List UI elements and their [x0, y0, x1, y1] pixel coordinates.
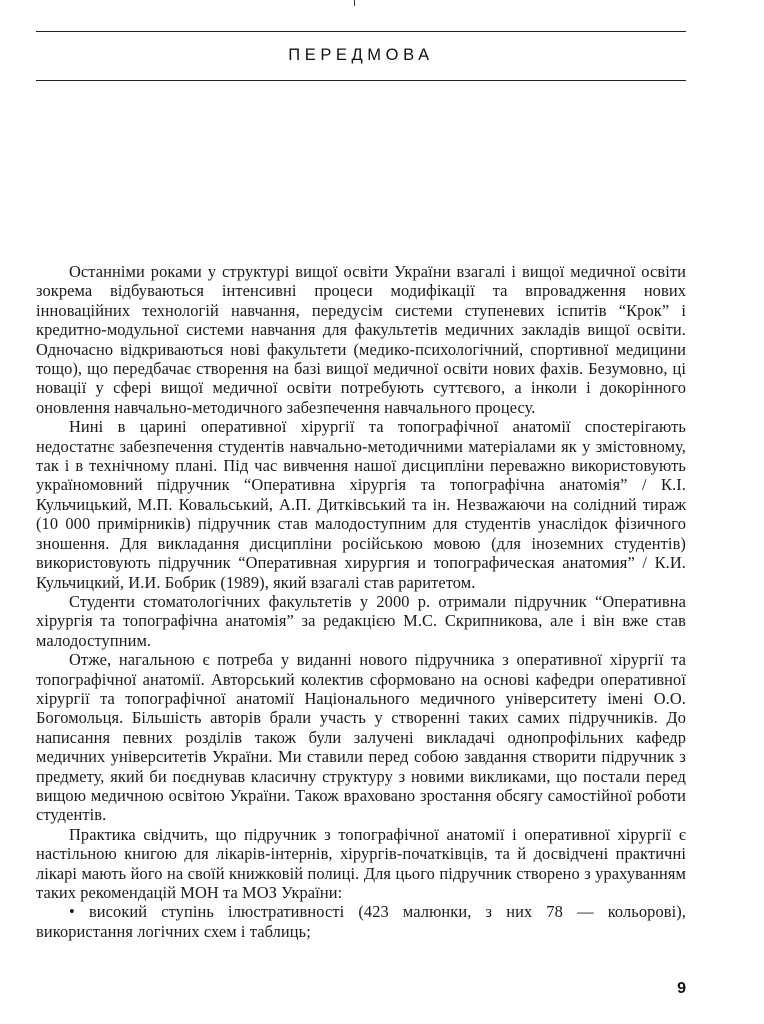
bullet-item-illustrations: • високий ступінь ілюстративності (423 малюнки, з них 78 — кольорові), використання логічних схем і таблиць;: [36, 902, 686, 941]
paragraph-intro: Останніми роками у структурі вищої освіти України взагалі і вищої медичної освіти зокрема відбуваються інтенсивні процеси модифікації та впровадження нових інноваційних технологій навчання, передусім системи ступеневих іспитів “Крок” і кредитно-модульної системи навчання для факультетів медичних закладів вищої освіти. Одночасно відкриваються нові факультети (медико-психологічний, спортивної медицини тощо), що передбачає створення на базі вищої медичної освіти нових фахів. Безумовно, ці новації у сфері вищої медичної освіти потребують суттєвого, а інколи і докорінного оновлення навчально-методичного забезпечення навчального процесу.: [36, 262, 686, 417]
paragraph-dental-textbook: Студенти стоматологічних факультетів у 2000 р. отримали підручник “Оперативна хірургія та топографічна анатомія” за редакцією М.С. Скрипникова, але і він вже став малодоступним.: [36, 591, 686, 650]
foreword-body: [36, 262, 686, 941]
title-top-rule: [36, 31, 686, 32]
page-title: ПЕРЕДМОВА: [288, 46, 434, 64]
page-number: 9: [677, 980, 686, 997]
header-tick-mark: [354, 0, 355, 6]
title-bottom-rule: [36, 80, 686, 81]
paragraph-current-textbooks: Нині в царині оперативної хірургії та топографічної анатомії спостерігають недостатнє забезпечення студентів навчально-методичними матеріалами як у змістовному, так і в технічному плані. Під час вивчення нашої дисципліни переважно використовують україномовний підручник “Оперативна хірургія та топографічна анатомія” / К.І. Кульчицький, М.П. Ковальський, А.П. Дитківський та ін. Незважаючи на солідний тираж (10 000 примірників) підручник став малодоступним для студентів унаслідок фізичного зношення. Для викладання дисципліни російською мовою (для іноземних студентів) використовують підручник “Оперативная хирургия и топографическая анатомия” / К.И. Кульчицкий, И.И. Бобрик (1989), який взагалі став раритетом.: [36, 417, 686, 592]
paragraph-authors: Отже, нагальною є потреба у виданні нового підручника з оперативної хірургії та топографічної анатомії. Авторський колектив сформовано на основі кафедри оперативної хірургії та топографічної анатомії Національного медичного університету імені О.О. Богомольця. Більшість авторів брали участь у створенні таких самих підручників. До написання певних розділів також були залучені викладачі однопрофільних кафедр медичних університетів України. Ми ставили перед собою завдання створити підручник з предмету, який би поєднував класичну структуру з новими викликами, що постали перед вищою медичною освітою України. Також враховано зростання обсягу самостійної роботи студентів.: [36, 650, 686, 825]
paragraph-practice: Практика свідчить, що підручник з топографічної анатомії і оперативної хірургії є настільною книгою для лікарів-інтернів, хірургів-початківців, та й досвідчені практичні лікарі мають його на своїй книжковій полиці. Для цього підручник створено з урахуванням таких рекомендацій МОН та МОЗ України:: [36, 824, 686, 902]
